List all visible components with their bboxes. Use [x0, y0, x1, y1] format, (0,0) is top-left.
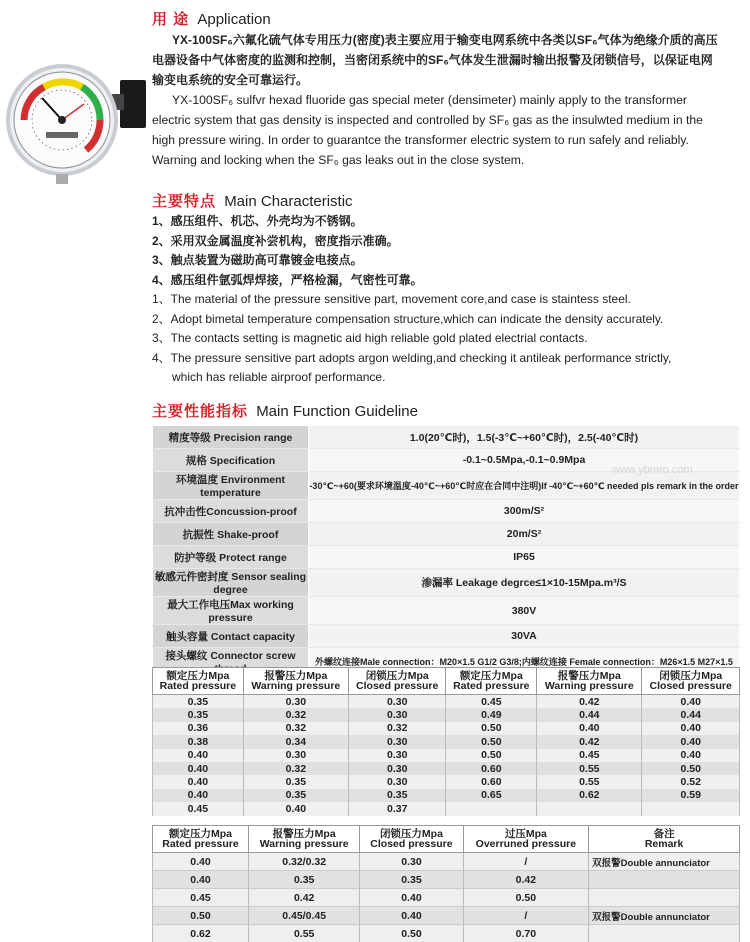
pressure-cell: 0.35 — [153, 695, 244, 709]
application-cn-line: YX-100SF₆六氟化硫气体专用压力(密度)表主要应用于输变电网系统中各类以SF₆气体为绝缘介质的高压 — [152, 30, 750, 50]
application-en-line: electric system that gas density is inspected and controlled by SF₆ gas as the insulwted medium in the — [152, 110, 750, 130]
remark-cell — [589, 871, 740, 889]
pressure-col-header — [348, 668, 446, 695]
pressure-col-header — [153, 668, 244, 695]
col-header-en: Overruned pressure — [464, 839, 589, 849]
guideline-row — [153, 426, 740, 449]
pressure-cell: 0.40 — [153, 789, 244, 802]
application-cn-text — [152, 30, 750, 90]
overrun-cell: 0.35 — [360, 871, 463, 889]
application-heading — [152, 8, 271, 29]
overrun-cell: 0.45/0.45 — [248, 907, 359, 925]
remark-cell — [589, 889, 740, 907]
overrun-cell: 0.40 — [153, 871, 249, 889]
characteristic-title-cn: 主要特点 — [152, 193, 216, 210]
pressure-cell: 0.40 — [642, 722, 740, 735]
overrun-row — [153, 907, 740, 925]
pressure-cell: 0.49 — [446, 708, 537, 721]
col-header-cn: 额定压力Mpa — [153, 829, 248, 839]
guideline-value: 300m/S² — [309, 500, 740, 523]
pressure-row — [153, 762, 740, 775]
characteristic-item-en: 3、The contacts setting is magnetic aid high reliable gold plated electrial contacts. — [152, 329, 671, 349]
overrun-row — [153, 871, 740, 889]
col-header-cn: 闭锁压力Mpa — [360, 829, 462, 839]
pressure-cell: 0.40 — [153, 749, 244, 762]
col-header-en: Warning pressure — [249, 839, 359, 849]
pressure-cell: 0.44 — [537, 708, 642, 721]
overrun-cell: 0.70 — [463, 925, 589, 942]
overrun-row — [153, 853, 740, 871]
guideline-key: 精度等级 Precision range — [153, 426, 309, 449]
characteristic-item-en: 2、Adopt bimetal temperature compensation structure,which can indicate the density accurately. — [152, 310, 671, 330]
guideline-key: 敏感元件密封度 Sensor sealing degree — [153, 569, 309, 597]
pressure-cell: 0.40 — [153, 762, 244, 775]
pressure-cell: 0.40 — [642, 735, 740, 748]
pressure-cell: 0.40 — [153, 775, 244, 788]
guideline-key: 触头容量 Contact capacity — [153, 625, 309, 648]
application-cn-line: 输变电系统的安全可靠运行。 — [152, 70, 750, 90]
guideline-row — [153, 625, 740, 648]
overrun-cell: 0.45 — [153, 889, 249, 907]
pressure-cell: 0.60 — [446, 762, 537, 775]
pressure-col-header — [537, 668, 642, 695]
pressure-cell: 0.62 — [537, 789, 642, 802]
pressure-cell: 0.35 — [153, 708, 244, 721]
characteristic-title-en: Main Characteristic — [224, 193, 352, 210]
pressure-cell: 0.55 — [537, 762, 642, 775]
overrun-row — [153, 925, 740, 942]
pressure-row — [153, 735, 740, 748]
pressure-cell — [446, 802, 537, 815]
col-header-cn: 额定压力Mpa — [153, 671, 243, 681]
guideline-value: 渗漏率 Leakage degrce≤1×10-15Mpa.m³/S — [309, 569, 740, 597]
pressure-cell: 0.40 — [642, 749, 740, 762]
col-header-cn: 报警压力Mpa — [249, 829, 359, 839]
overrun-cell: 0.55 — [248, 925, 359, 942]
col-header-en: Closed pressure — [349, 681, 446, 691]
guideline-row — [153, 569, 740, 597]
col-header-en: Closed pressure — [360, 839, 462, 849]
overrun-col-header — [463, 826, 589, 853]
characteristic-item-en: 1、The material of the pressure sensitive part, movement core,and case is staintess steel. — [152, 290, 671, 310]
guideline-heading — [152, 400, 418, 421]
pressure-cell: 0.32 — [243, 722, 348, 735]
guideline-value: -0.1~0.5Mpa,-0.1~0.9Mpa — [309, 449, 740, 472]
pressure-cell: 0.60 — [446, 775, 537, 788]
characteristic-item-cn: 1、感压组件、机芯、外壳均为不锈钢。 — [152, 212, 671, 232]
characteristic-item-cn: 2、采用双金属温度补尝机构，密度指示准确。 — [152, 232, 671, 252]
overrun-cell: 0.32/0.32 — [248, 853, 359, 871]
col-header-cn: 备注 — [589, 829, 739, 839]
pressure-col-header — [243, 668, 348, 695]
guideline-row — [153, 500, 740, 523]
col-header-cn: 报警压力Mpa — [537, 671, 641, 681]
pressure-cell: 0.30 — [348, 735, 446, 748]
overrun-col-header — [360, 826, 463, 853]
pressure-table — [152, 667, 740, 816]
pressure-cell: 0.45 — [446, 695, 537, 709]
col-header-en: Warning pressure — [244, 681, 348, 691]
pressure-cell: 0.30 — [243, 749, 348, 762]
application-en-line: Warning and locking when the SF₆ gas leaks out in the close system. — [152, 150, 750, 170]
application-title-en: Application — [197, 11, 270, 28]
overrun-cell: 0.40 — [360, 889, 463, 907]
guideline-key: 接头螺纹 Connector screw — [153, 648, 309, 676]
pressure-cell: 0.55 — [537, 775, 642, 788]
pressure-cell: 0.32 — [243, 762, 348, 775]
pressure-cell: 0.30 — [348, 762, 446, 775]
characteristic-item-en: 4、The pressure sensitive part adopts argon welding,and checking it antileak performance strictly, — [152, 349, 671, 369]
col-header-cn: 过压Mpa — [464, 829, 589, 839]
overrun-cell: / — [463, 853, 589, 871]
pressure-cell: 0.40 — [243, 802, 348, 815]
overrun-cell: 0.62 — [153, 925, 249, 942]
guideline-key: 防护等级 Protect range — [153, 546, 309, 569]
overrun-row — [153, 889, 740, 907]
guideline-value: 30VA — [309, 625, 740, 648]
pressure-cell: 0.40 — [537, 722, 642, 735]
guideline-value: IP65 — [309, 546, 740, 569]
watermark-text: www.ybmro.com — [612, 464, 693, 476]
characteristic-item-cn: 4、感压组件氩弧焊焊接，严格检漏，气密性可靠。 — [152, 271, 671, 291]
col-header-en: Rated pressure — [153, 839, 248, 849]
application-cn-line: 电器设备中气体密度的监测和控制，当密闭系统中的SF₆气体发生泄漏时输出报警及闭锁信号，以保证电网 — [152, 50, 750, 70]
overrun-cell: 0.40 — [360, 907, 463, 925]
pressure-cell: 0.50 — [642, 762, 740, 775]
pressure-cell: 0.52 — [642, 775, 740, 788]
overrun-cell: 0.40 — [153, 853, 249, 871]
guideline-title-en: Main Function Guideline — [256, 403, 418, 420]
pressure-cell: 0.35 — [243, 775, 348, 788]
pressure-cell: 0.50 — [446, 735, 537, 748]
overrun-cell: 0.50 — [360, 925, 463, 942]
pressure-cell: 0.36 — [153, 722, 244, 735]
pressure-cell: 0.30 — [348, 775, 446, 788]
guideline-row — [153, 597, 740, 625]
col-header-en: Rated pressure — [153, 681, 243, 691]
pressure-cell: 0.32 — [243, 708, 348, 721]
characteristic-heading — [152, 190, 353, 211]
guideline-value: 380V — [309, 597, 740, 625]
guideline-value: 外螺纹连接Male connection：M20×1.5 G1/2 G3/8;内螺纹连接 Female connection：M26×1.5 M27×1.5 — [309, 648, 740, 676]
col-header-cn: 额定压力Mpa — [446, 671, 536, 681]
col-header-en: Warning pressure — [537, 681, 641, 691]
remark-cell — [589, 925, 740, 942]
guideline-title-cn: 主要性能指标 — [152, 403, 248, 420]
remark-cell: 双报警Double annunciator — [589, 853, 740, 871]
pressure-cell: 0.37 — [348, 802, 446, 815]
pressure-row — [153, 789, 740, 802]
pressure-cell — [537, 802, 642, 815]
pressure-cell: 0.30 — [348, 695, 446, 709]
pressure-cell: 0.59 — [642, 789, 740, 802]
pressure-cell: 0.38 — [153, 735, 244, 748]
characteristic-list — [152, 212, 671, 388]
pressure-cell: 0.30 — [348, 749, 446, 762]
pressure-cell: 0.30 — [348, 708, 446, 721]
overrun-cell: 0.30 — [360, 853, 463, 871]
guideline-row — [153, 546, 740, 569]
guideline-key: 抗冲击性Concussion-proof — [153, 500, 309, 523]
pressure-col-header — [446, 668, 537, 695]
overrun-cell: 0.50 — [153, 907, 249, 925]
pressure-cell: 0.34 — [243, 735, 348, 748]
guideline-key: 抗振性 Shake-proof — [153, 523, 309, 546]
guideline-key: 规格 Specification — [153, 449, 309, 472]
overrun-cell: 0.42 — [248, 889, 359, 907]
remark-cell: 双报警Double annunciator — [589, 907, 740, 925]
characteristic-item-en: which has reliable airproof performance. — [152, 368, 671, 388]
application-en-text — [152, 90, 750, 170]
col-header-cn: 闭锁压力Mpa — [349, 671, 446, 681]
pressure-cell — [642, 802, 740, 815]
pressure-cell: 0.65 — [446, 789, 537, 802]
pressure-row — [153, 708, 740, 721]
pressure-cell: 0.30 — [243, 695, 348, 709]
pressure-cell: 0.42 — [537, 695, 642, 709]
pressure-gauge-image — [2, 58, 150, 186]
overrun-cell: / — [463, 907, 589, 925]
overrun-cell: 0.42 — [463, 871, 589, 889]
pressure-cell: 0.35 — [243, 789, 348, 802]
overrun-table — [152, 825, 740, 942]
pressure-row — [153, 802, 740, 815]
col-header-cn: 报警压力Mpa — [244, 671, 348, 681]
application-en-line: high pressure wiring. In order to guarantce the transformer electric system to run safely and reliably. — [152, 130, 750, 150]
pressure-row — [153, 749, 740, 762]
pressure-col-header — [642, 668, 740, 695]
pressure-row — [153, 722, 740, 735]
pressure-cell: 0.45 — [537, 749, 642, 762]
characteristic-item-cn: 3、触点装置为磁助高可靠镀金电接点。 — [152, 251, 671, 271]
pressure-cell: 0.35 — [348, 789, 446, 802]
overrun-col-header — [589, 826, 740, 853]
application-title-cn: 用 途 — [152, 11, 189, 28]
pressure-cell: 0.50 — [446, 722, 537, 735]
guideline-key: 最大工作电压Max working pressure — [153, 597, 309, 625]
guideline-value: -30℃~+60(要求环境温度-40℃~+60℃时应在合同中注明)If -40℃~+60℃ needed pls remark in the order — [309, 472, 740, 500]
pressure-cell: 0.50 — [446, 749, 537, 762]
col-header-en: Remark — [589, 839, 739, 849]
guideline-table — [152, 425, 740, 676]
pressure-cell: 0.45 — [153, 802, 244, 815]
pressure-cell: 0.44 — [642, 708, 740, 721]
col-header-en: Rated pressure — [446, 681, 536, 691]
overrun-col-header — [153, 826, 249, 853]
pressure-cell: 0.32 — [348, 722, 446, 735]
guideline-row — [153, 523, 740, 546]
overrun-cell: 0.35 — [248, 871, 359, 889]
pressure-row — [153, 695, 740, 709]
pressure-row — [153, 775, 740, 788]
overrun-cell: 0.50 — [463, 889, 589, 907]
guideline-key: 环境温度 Environment temperature — [153, 472, 309, 500]
application-en-line: YX-100SF₆ sulfvr hexad fluoride gas special meter (densimeter) mainly apply to the transformer — [152, 90, 750, 110]
pressure-cell: 0.42 — [537, 735, 642, 748]
col-header-cn: 闭锁压力Mpa — [642, 671, 739, 681]
guideline-value: 20m/S² — [309, 523, 740, 546]
overrun-col-header — [248, 826, 359, 853]
guideline-value: 1.0(20℃时)，1.5(-3℃~+60℃时)，2.5(-40℃时) — [309, 426, 740, 449]
col-header-en: Closed pressure — [642, 681, 739, 691]
pressure-cell: 0.40 — [642, 695, 740, 709]
